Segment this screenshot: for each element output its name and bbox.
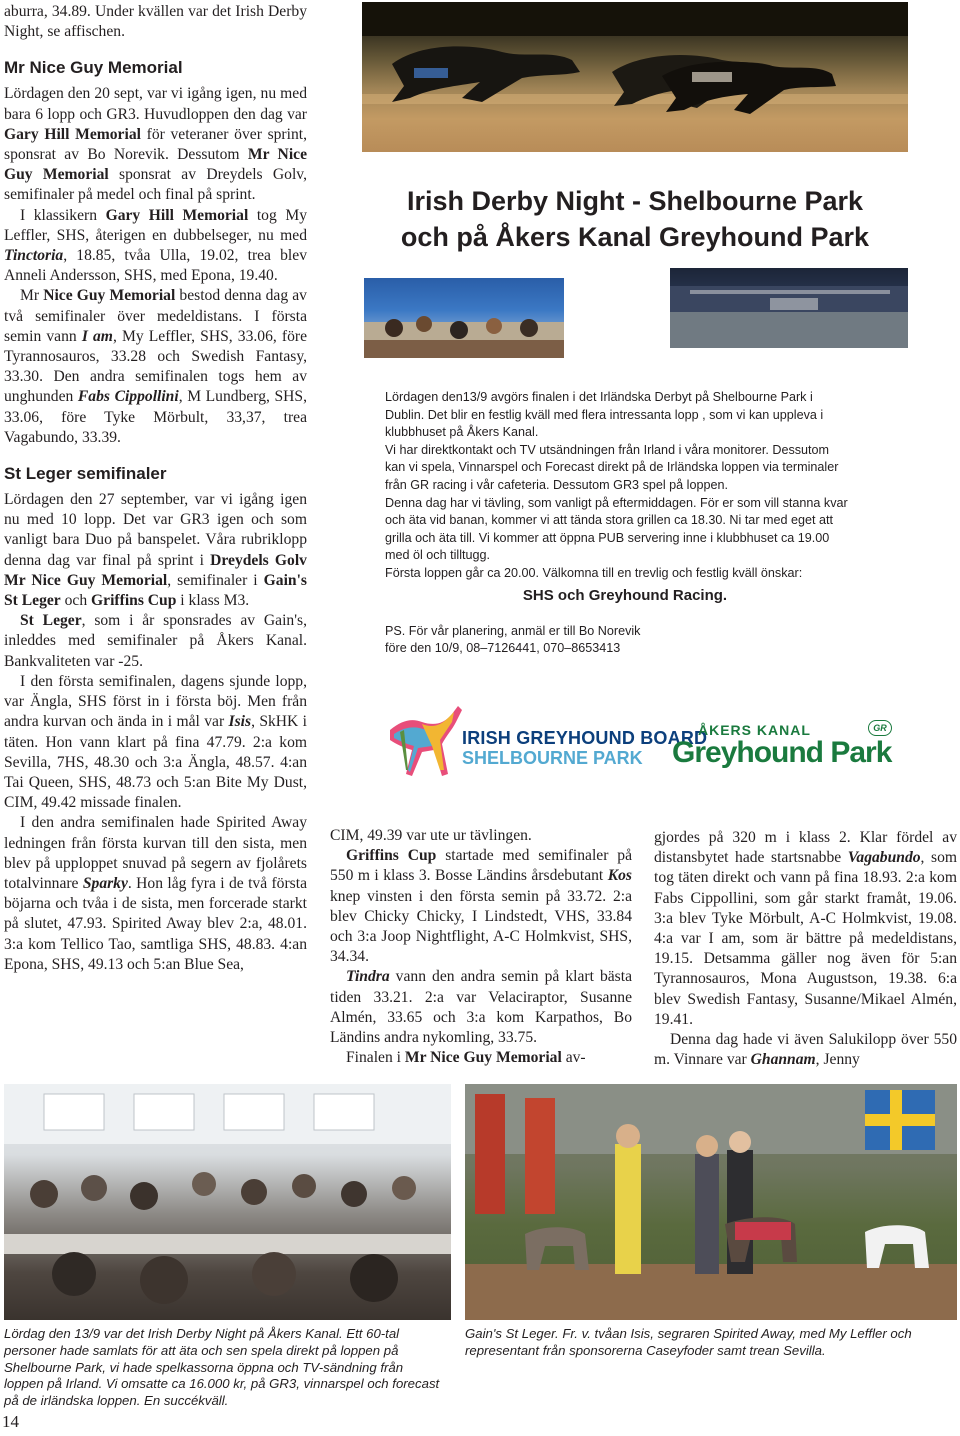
- poster-line: kan vi spela, Vinnarspel och Forecast direkt på de Irländska loppen via terminaler: [385, 460, 839, 475]
- caption-left: Lördag den 13/9 var det Irish Derby Night på Åkers Kanal. Ett 60-tal personer hade samlats för att äta och sen spela direkt på loppen på Shelbourne Park, vi hade spelkassorna öppna och TV-sändning från loppen på Irland. Vi omsatte ca 16.000 kr, på GR3, vinnarspel och forecast på de irländska loppen. En succékväll.: [4, 1326, 440, 1409]
- heading-st-leger: St Leger semifinaler: [4, 464, 167, 484]
- logo1-line-1: IRISH GREYHOUND BOARD: [462, 728, 708, 748]
- cafeteria-photo: [4, 1084, 451, 1320]
- poster-line: grilla och äta till. Vi kommer att öppna PUB servering inne i klubbhuset ca 19.00: [385, 530, 830, 545]
- poster-signature: SHS och Greyhound Racing.: [522, 586, 728, 604]
- paragraph: Denna dag hade vi även Salukilopp över 550 m. Vinnare var Ghannam, Jenny: [654, 1031, 957, 1069]
- crowd-photo: [364, 278, 564, 358]
- poster-line: klubbhuset på Åkers Kanal.: [385, 425, 539, 440]
- logo2-line-2: Greyhound Park: [672, 736, 892, 769]
- middle-column: [330, 826, 632, 1068]
- poster-title: [362, 183, 908, 255]
- paragraph: Lördagen den 27 september, var vi igång igen nu med 10 lopp. Det var GR3 igen och som vanligt bara Duo på banspelet. Våra rubriklopp denna dag var final på sprint i Dreydels Golv Mr Nice Guy Memorial, semifinaler i Gain's St Leger och Griffins Cup i klass M3.: [4, 491, 307, 610]
- poster-line: Vi har direktkontakt och TV utsändningen från Irland i våra monitorer. Dessutom: [385, 442, 830, 457]
- crowd-illustration: [364, 278, 564, 358]
- paragraph: CIM, 49.39 var ute ur tävlingen.: [330, 827, 532, 844]
- caption-right: Gain's St Leger. Fr. v. tvåan Isis, segraren Spirited Away, med My Leffler och representant från sponsorerna Caseyfoder samt trean Sevilla.: [465, 1326, 912, 1358]
- right-column: [654, 828, 957, 1070]
- paragraph: I den andra semifinalen hade Spirited Away ledningen från första kurvan till den sista, men blev på upploppet snuvad på segern av fjolårets totalvinnare Sparky. Hon låg fyra i de två första böjarna och tvåa i de sista, men forcerade starkt på slutet, 47.93. Spirited Away blev 2:a, 48.01. 3:a kom Tellico Tao, samtliga SHS, 48.83. 4:an Epona, SHS, 49.13 och 5:an Blue Sea,: [4, 814, 307, 973]
- heading-mr-nice-guy: Mr Nice Guy Memorial: [4, 58, 183, 78]
- prize-ceremony-photo: [465, 1084, 957, 1320]
- left-column: [4, 2, 307, 975]
- poster-line: Första loppen går ca 20.00. Välkomna till en trevlig och festlig kväll önskar:: [385, 565, 803, 580]
- poster-ps-line-2: före den 10/9, 08–7126441, 070–8653413: [385, 641, 621, 656]
- paragraph: Mr Nice Guy Memorial bestod denna dag av två semifinaler över medeldistans. I första semin vann I am, My Leffler, SHS, 33.06, före Tyrannosauros, 33.28 och Swedish Fantasy, 33.30. Den andra semifinalen togs hem av unghunden Fabs Cippollini, M Lundberg, SHS, 33.06, före Tyke Mörbult, 33,37, trea Vagabundo, 33.39.: [4, 287, 307, 446]
- poster-line: Denna dag har vi tävling, som vanligt på eftermiddagen. För er som vill stanna kvar: [385, 495, 848, 510]
- cafeteria-illustration: [4, 1084, 451, 1320]
- paragraph: Finalen i Mr Nice Guy Memorial av-: [346, 1049, 586, 1067]
- akers-kanal-logo: [672, 720, 912, 780]
- poster-line: Dublin. Det blir en festlig kväll med flera intressanta lopp , som vi kan uppleva i: [385, 407, 824, 422]
- page-number: 14: [2, 1412, 19, 1431]
- poster-title-line-1: Irish Derby Night - Shelbourne Park: [406, 186, 864, 216]
- paragraph: Tindra vann den andra semin på klart bästa tiden 33.21. 2:a var Velaciraptor, Susanne Almén, 33.65 och 3:a kom Karpathos, Bo Ländins andra nykomling, 33.75.: [330, 968, 632, 1047]
- stadium-illustration: [670, 268, 908, 348]
- prize-ceremony-illustration: [465, 1084, 957, 1320]
- paragraph: I klassikern Gary Hill Memorial tog My Leffler, SHS, återigen en dubbelseger, nu med Tinctoria, 18.85, tvåa Ulla, 19.02, trea blev Anneli Andersson, SHS, med Epona, 19.40.: [4, 206, 307, 285]
- logo2-line-1: ÅKERS KANAL: [698, 722, 811, 738]
- stadium-photo: [670, 268, 908, 348]
- poster-ps-line-1: PS. För vår planering, anmäl er till Bo Norevik: [385, 623, 641, 638]
- greyhound-race-photo: [362, 2, 908, 152]
- paragraph: St Leger, som i år sponsrades av Gain's, inleddes med semifinaler på Åkers Kanal. Bankvaliteten var -25.: [4, 612, 307, 670]
- poster-text: [385, 389, 905, 658]
- poster-title-line-2: och på Åkers Kanal Greyhound Park: [400, 222, 870, 252]
- paragraph: Lördagen den 20 sept, var vi igång igen, nu med bara 6 lopp och GR3. Huvudloppen den dag var Gary Hill Memorial för veteraner över sprint, sponsrat av Bo Norevik. Dessutom Mr Nice Guy Memorial sponsrat av Dreydels Golv, semifinaler på medel och final på sprint.: [4, 85, 307, 204]
- paragraph: Griffins Cup startade med semifinaler på 550 m i klass 3. Bosse Ländins årsdebutant Kos knep vinsten i den första semin på 33.72. 2:a blev Chicky Chicky, I Lindstedt, VHS, 33.84 och 3:a Joop Nightflight, A-C Holmkvist, SHS, 34.34.: [330, 847, 632, 966]
- greyhound-logo-icon: [382, 700, 472, 784]
- paragraph: I den första semifinalen, dagens sjunde lopp, var Ängla, SHS först in i första böj. Men från andra kurvan och ända in i mål var Isis, SkHK i täten. Hon vann klart på fina 47.79. 2:a kom Sevilla, 7HS, 48.30 och 3:a Ängla, 48.57. 4:an Tai Queen, SHS, 48.73 och 5:an Bite My Dust, CIM, 49.42 missade finalen.: [4, 672, 308, 812]
- paragraph: gjordes på 320 m i klass 2. Klar fördel av distansbytet hade startsnabbe Vagabundo, som tog täten direkt och vann på fina 18.93. 2:a kom Fabs Cippollini, som går starkt framåt, 19.06. 3:a blev Tyke Mörbult, A-C Holmkvist, 19.08. 4:a var I am, som är bättre på medeldistans, 19.15. Detsamma gäller nog även för 5:an Tyrannosauros, Mona Augustson, 19.38. 6:a blev Swedish Fantasy, Susanne/Mikael Almén, 19.41.: [654, 829, 957, 1028]
- poster-line: Lördagen den13/9 avgörs finalen i det Irländska Derbyt på Shelbourne Park i: [385, 390, 813, 404]
- poster-line: och äta vid banan, kommer vi att tända stora grillen ca 18.30. Ni tar med eget att: [385, 513, 834, 528]
- logo1-line-2: SHELBOURNE PARK: [462, 748, 643, 768]
- greyhounds-illustration: [362, 2, 908, 152]
- poster-line: från GR racing i vår cafeteria. Dessutom GR3 spel på loppen.: [385, 477, 728, 492]
- irish-greyhound-board-logo: [382, 700, 708, 784]
- logo2-badge: GR: [868, 720, 892, 736]
- poster-line: med öl och tilltugg.: [385, 548, 491, 563]
- intro-paragraph: aburra, 34.89. Under kvällen var det Irish Derby Night, se affischen.: [4, 3, 307, 41]
